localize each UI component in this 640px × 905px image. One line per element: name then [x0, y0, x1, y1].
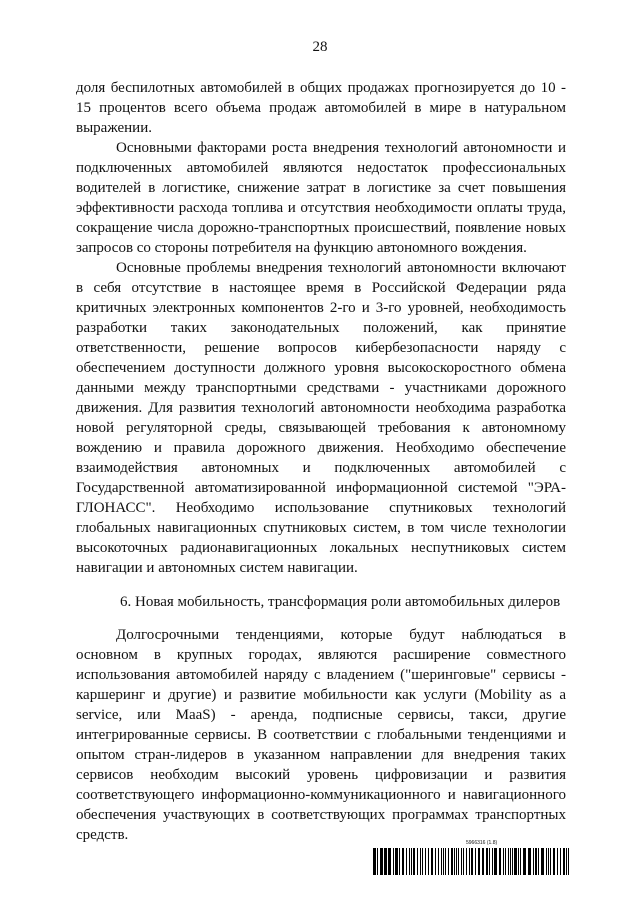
barcode-bar: [538, 848, 539, 875]
barcode-bar: [528, 848, 531, 875]
barcode-bar: [548, 848, 549, 875]
barcode-bar: [377, 848, 378, 875]
barcode-bar: [425, 848, 426, 875]
barcode-bar: [373, 848, 376, 875]
barcode-bar: [471, 848, 473, 875]
barcode-bar: [553, 848, 555, 875]
barcode-bar: [435, 848, 436, 875]
barcode-bar: [505, 848, 506, 875]
barcode-bar: [451, 848, 453, 875]
barcode-bar: [409, 848, 410, 875]
barcode-bar: [417, 848, 418, 875]
paragraph-growth-factors: Основными факторами роста внедрения технологий автономности и подключенных автомобилей являются недостаток профессиональных водителей в логистике, снижение затрат в логистике за счет повышения эффективности расхода топлива и отсутствия необходимости оплаты труда, сокращение числа дорожно-транспортных происшествий, появление новых запросов со стороны потребителя на функцию автономного вождения.: [76, 140, 566, 256]
barcode-bar: [463, 848, 464, 875]
barcode-bar: [461, 848, 462, 875]
barcode-bar: [482, 848, 484, 875]
barcode-bar: [469, 848, 470, 875]
barcode-bar: [489, 848, 490, 875]
barcode-bar: [475, 848, 476, 875]
paragraph-autonomy-problems: Основные проблемы внедрения технологий автономности включают в себя отсутствие в настоящее время в Российской Федерации ряда критичных электронных компонентов 2-го и 3-го уровней, необходимость разработки таких законодательных положений, как принятие ответственности, решение вопросов кибербезопасности наряду с обеспечением доступности должного уровня высокоскоростного обмена данными между транспортными средствами - участниками дорожного движения. Для развития технологий автономности необходима разработка новой регуляторной среды, связывающей требования к автономному вождению и правила дорожного движения. Необходимо обеспечение взаимодействия автономных и подключенных автомобилей с Государственной автоматизированной информационной системой "ЭРА-ГЛОНАСС". Необходимо использование спутниковых технологий глобальных навигационных спутниковых систем, в том числе технологии высокоточных радионавигационных локальных неспутниковых систем навигации и автономных систем навигации.: [76, 260, 566, 576]
barcode-bar: [546, 848, 547, 875]
barcode-bar: [422, 848, 423, 875]
barcode-bar: [428, 848, 429, 875]
barcode-bar: [541, 848, 544, 875]
barcode-bar: [494, 848, 497, 875]
barcode-bar: [384, 848, 387, 875]
barcode-bar: [393, 848, 394, 875]
barcode-bar: [533, 848, 534, 875]
section-heading: 6. Новая мобильность, трансформация роли автомобильных дилеров: [120, 594, 561, 610]
barcode-bar: [420, 848, 421, 875]
barcode-bar: [466, 848, 467, 875]
barcode-bar: [399, 848, 400, 875]
barcode-bar: [456, 848, 457, 875]
barcode-bar: [406, 848, 407, 875]
barcode-bar: [518, 848, 519, 875]
barcode-bar: [486, 848, 488, 875]
barcode-bar: [514, 848, 517, 875]
barcode-bar: [492, 848, 493, 875]
barcode-bar: [448, 848, 449, 875]
barcode-bar: [411, 848, 412, 875]
paragraph-continuation: доля беспилотных автомобилей в общих продажах прогнозируется до 10 - 15 процентов всего объема продаж автомобилей в мире в натуральном выражении.: [76, 80, 566, 136]
barcode-bar: [512, 848, 513, 875]
paragraph-new-mobility: Долгосрочными тенденциями, которые будут наблюдаться в основном в крупных городах, являются расширение совместного использования автомобилей наряду с владением ("шеринговые" сервисы - каршеринг и другие) и развитие мобильности как услуги (Mobility as a service, или MaaS) - аренда, подписные сервисы, такси, другие интегрированные сервисы. В соответствии с глобальными тенденциями и опытом стран-лидеров в указанном направлении для внедрения таких сервисов необходим высокий уровень цифровизации и развития соответствующего информационно-коммуникационного и навигационного обеспечения участвующих в соответствующих программах транспортных средств.: [76, 627, 566, 843]
barcode-bar: [395, 848, 398, 875]
barcode-bar: [508, 848, 509, 875]
barcode-bar: [535, 848, 537, 875]
barcode-bar: [438, 848, 439, 875]
barcode-bar: [380, 848, 383, 875]
barcode-bar: [413, 848, 415, 875]
barcode-image: [372, 848, 572, 875]
barcode-bar: [520, 848, 521, 875]
barcode-bar: [568, 848, 569, 875]
barcode-bar: [503, 848, 504, 875]
barcode-bar: [445, 848, 446, 875]
barcode-bar: [441, 848, 442, 875]
barcode-bar: [510, 848, 511, 875]
barcode-bar: [443, 848, 444, 875]
barcode-bar: [499, 848, 501, 875]
document-body: [76, 78, 566, 845]
barcode-bar: [566, 848, 567, 875]
barcode-bar: [550, 848, 551, 875]
barcode-bar: [388, 848, 391, 875]
barcode-bar: [402, 848, 404, 875]
barcode-bar: [458, 848, 459, 875]
page-number: 28: [312, 39, 328, 55]
barcode-bar: [454, 848, 455, 875]
document-code: 5966316 (1.8): [466, 840, 498, 846]
barcode-bar: [478, 848, 480, 875]
barcode-bar: [431, 848, 433, 875]
barcode-bar: [523, 848, 526, 875]
barcode-bar: [557, 848, 558, 875]
barcode-bar: [563, 848, 565, 875]
barcode-bar: [560, 848, 561, 875]
